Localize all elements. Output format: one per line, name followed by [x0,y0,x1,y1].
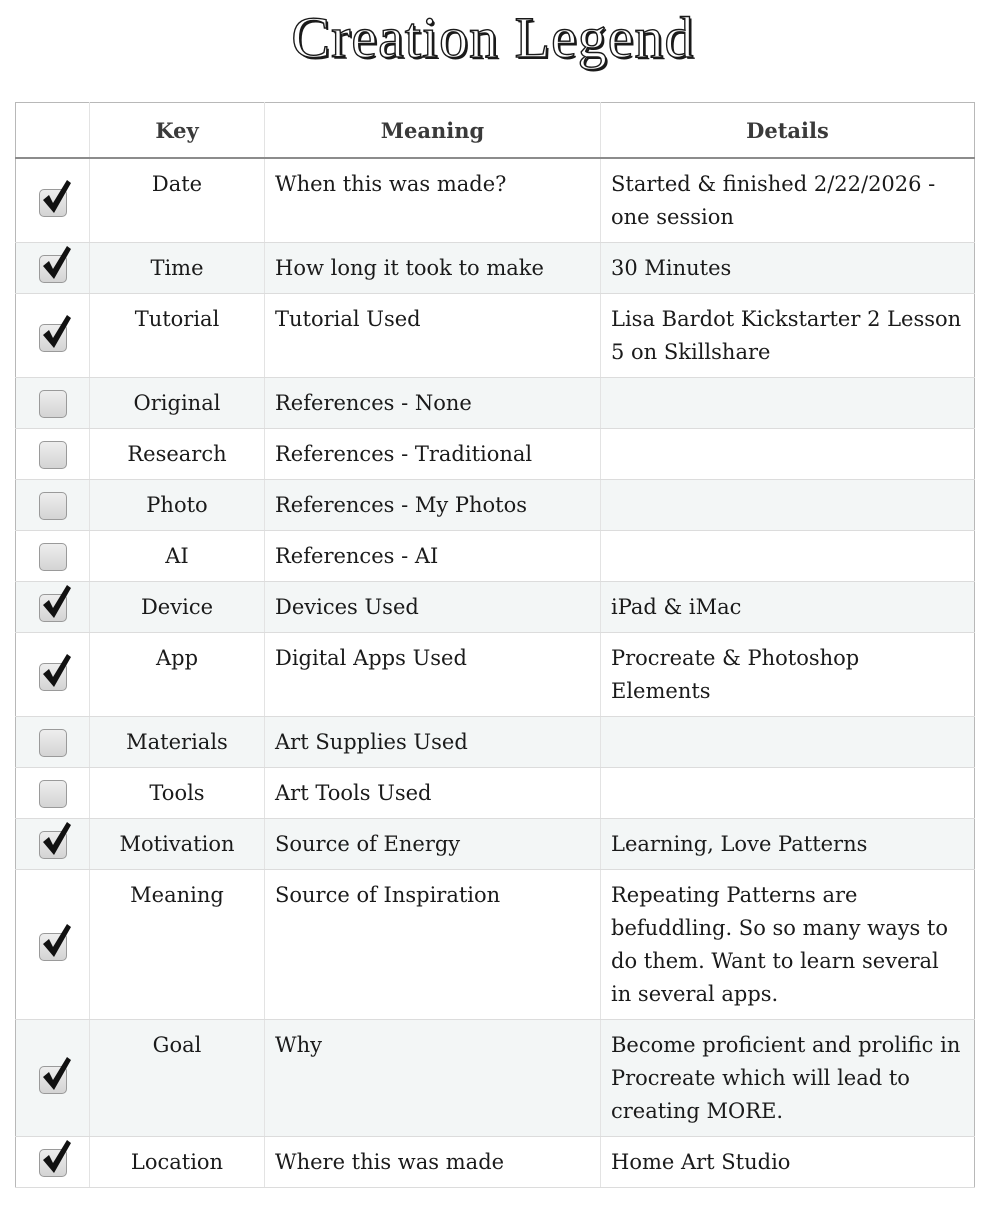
row-checkbox[interactable] [39,189,67,217]
table-row [16,294,975,378]
check-cell [16,1137,90,1188]
details-cell: Lisa Bardot Kickstarter 2 Lesson 5 on Skillshare [601,294,975,378]
table-row [16,819,975,870]
details-cell [601,429,975,480]
check-cell [16,158,90,243]
check-cell [16,429,90,480]
header-meaning: Meaning [265,103,601,159]
key-cell: Motivation [90,819,265,870]
meaning-cell: Where this was made [265,1137,601,1188]
meaning-cell: Source of Energy [265,819,601,870]
details-cell [601,531,975,582]
row-checkbox[interactable] [39,390,67,418]
meaning-cell: Tutorial Used [265,294,601,378]
details-cell [601,717,975,768]
header-details: Details [601,103,975,159]
row-checkbox[interactable] [39,780,67,808]
checkmark-icon [38,920,74,960]
row-checkbox[interactable] [39,933,67,961]
table-row [16,378,975,429]
details-cell [601,378,975,429]
table-row [16,768,975,819]
checkmark-icon [38,818,74,858]
row-checkbox[interactable] [39,594,67,622]
key-cell: Location [90,1137,265,1188]
key-cell: Photo [90,480,265,531]
details-cell [601,480,975,531]
row-checkbox[interactable] [39,663,67,691]
details-cell: Home Art Studio [601,1137,975,1188]
table-row [16,870,975,1020]
table-row [16,480,975,531]
check-cell [16,243,90,294]
key-cell: Date [90,158,265,243]
key-cell: Materials [90,717,265,768]
details-cell [601,768,975,819]
key-cell: AI [90,531,265,582]
check-cell [16,480,90,531]
meaning-cell: References - Traditional [265,429,601,480]
page-title: Creation Legend [291,5,695,70]
key-cell: Tools [90,768,265,819]
table-row [16,531,975,582]
meaning-cell: Devices Used [265,582,601,633]
checkmark-icon [38,176,74,216]
row-checkbox[interactable] [39,441,67,469]
key-cell: Device [90,582,265,633]
table-row [16,633,975,717]
check-cell [16,294,90,378]
table-row [16,582,975,633]
checkmark-icon [38,581,74,621]
key-cell: App [90,633,265,717]
header-key: Key [90,103,265,159]
checkmark-icon [38,650,74,690]
table-row [16,243,975,294]
checkmark-icon [38,311,74,351]
details-cell: Learning, Love Patterns [601,819,975,870]
meaning-cell: How long it took to make [265,243,601,294]
check-cell [16,819,90,870]
row-checkbox[interactable] [39,492,67,520]
check-cell [16,378,90,429]
row-checkbox[interactable] [39,1066,67,1094]
check-cell [16,717,90,768]
checkmark-icon [38,1136,74,1176]
check-cell [16,768,90,819]
row-checkbox[interactable] [39,1149,67,1177]
meaning-cell: Digital Apps Used [265,633,601,717]
meaning-cell: Source of Inspiration [265,870,601,1020]
legend-table [15,102,975,1188]
meaning-cell: References - AI [265,531,601,582]
details-cell: Procreate & Photoshop Elements [601,633,975,717]
table-row [16,429,975,480]
checkmark-icon [38,1053,74,1093]
key-cell: Meaning [90,870,265,1020]
details-cell: Become proficient and prolific in Procreate which will lead to creating MORE. [601,1020,975,1137]
key-cell: Tutorial [90,294,265,378]
meaning-cell: References - My Photos [265,480,601,531]
row-checkbox[interactable] [39,543,67,571]
details-cell: 30 Minutes [601,243,975,294]
check-cell [16,870,90,1020]
legend-body [16,158,975,1188]
details-cell: iPad & iMac [601,582,975,633]
table-row [16,1020,975,1137]
check-cell [16,582,90,633]
row-checkbox[interactable] [39,255,67,283]
checkmark-icon [38,242,74,282]
row-checkbox[interactable] [39,729,67,757]
check-cell [16,531,90,582]
table-row [16,158,975,243]
key-cell: Time [90,243,265,294]
meaning-cell: Art Supplies Used [265,717,601,768]
header-row [16,103,975,159]
meaning-cell: References - None [265,378,601,429]
header-check [16,103,90,159]
row-checkbox[interactable] [39,831,67,859]
table-row [16,1137,975,1188]
meaning-cell: Why [265,1020,601,1137]
key-cell: Research [90,429,265,480]
meaning-cell: Art Tools Used [265,768,601,819]
details-cell: Started & finished 2/22/2026 - one session [601,158,975,243]
key-cell: Goal [90,1020,265,1137]
table-row [16,717,975,768]
check-cell [16,1020,90,1137]
check-cell [16,633,90,717]
details-cell: Repeating Patterns are befuddling. So so many ways to do them. Want to learn several in several apps. [601,870,975,1020]
key-cell: Original [90,378,265,429]
row-checkbox[interactable] [39,324,67,352]
meaning-cell: When this was made? [265,158,601,243]
